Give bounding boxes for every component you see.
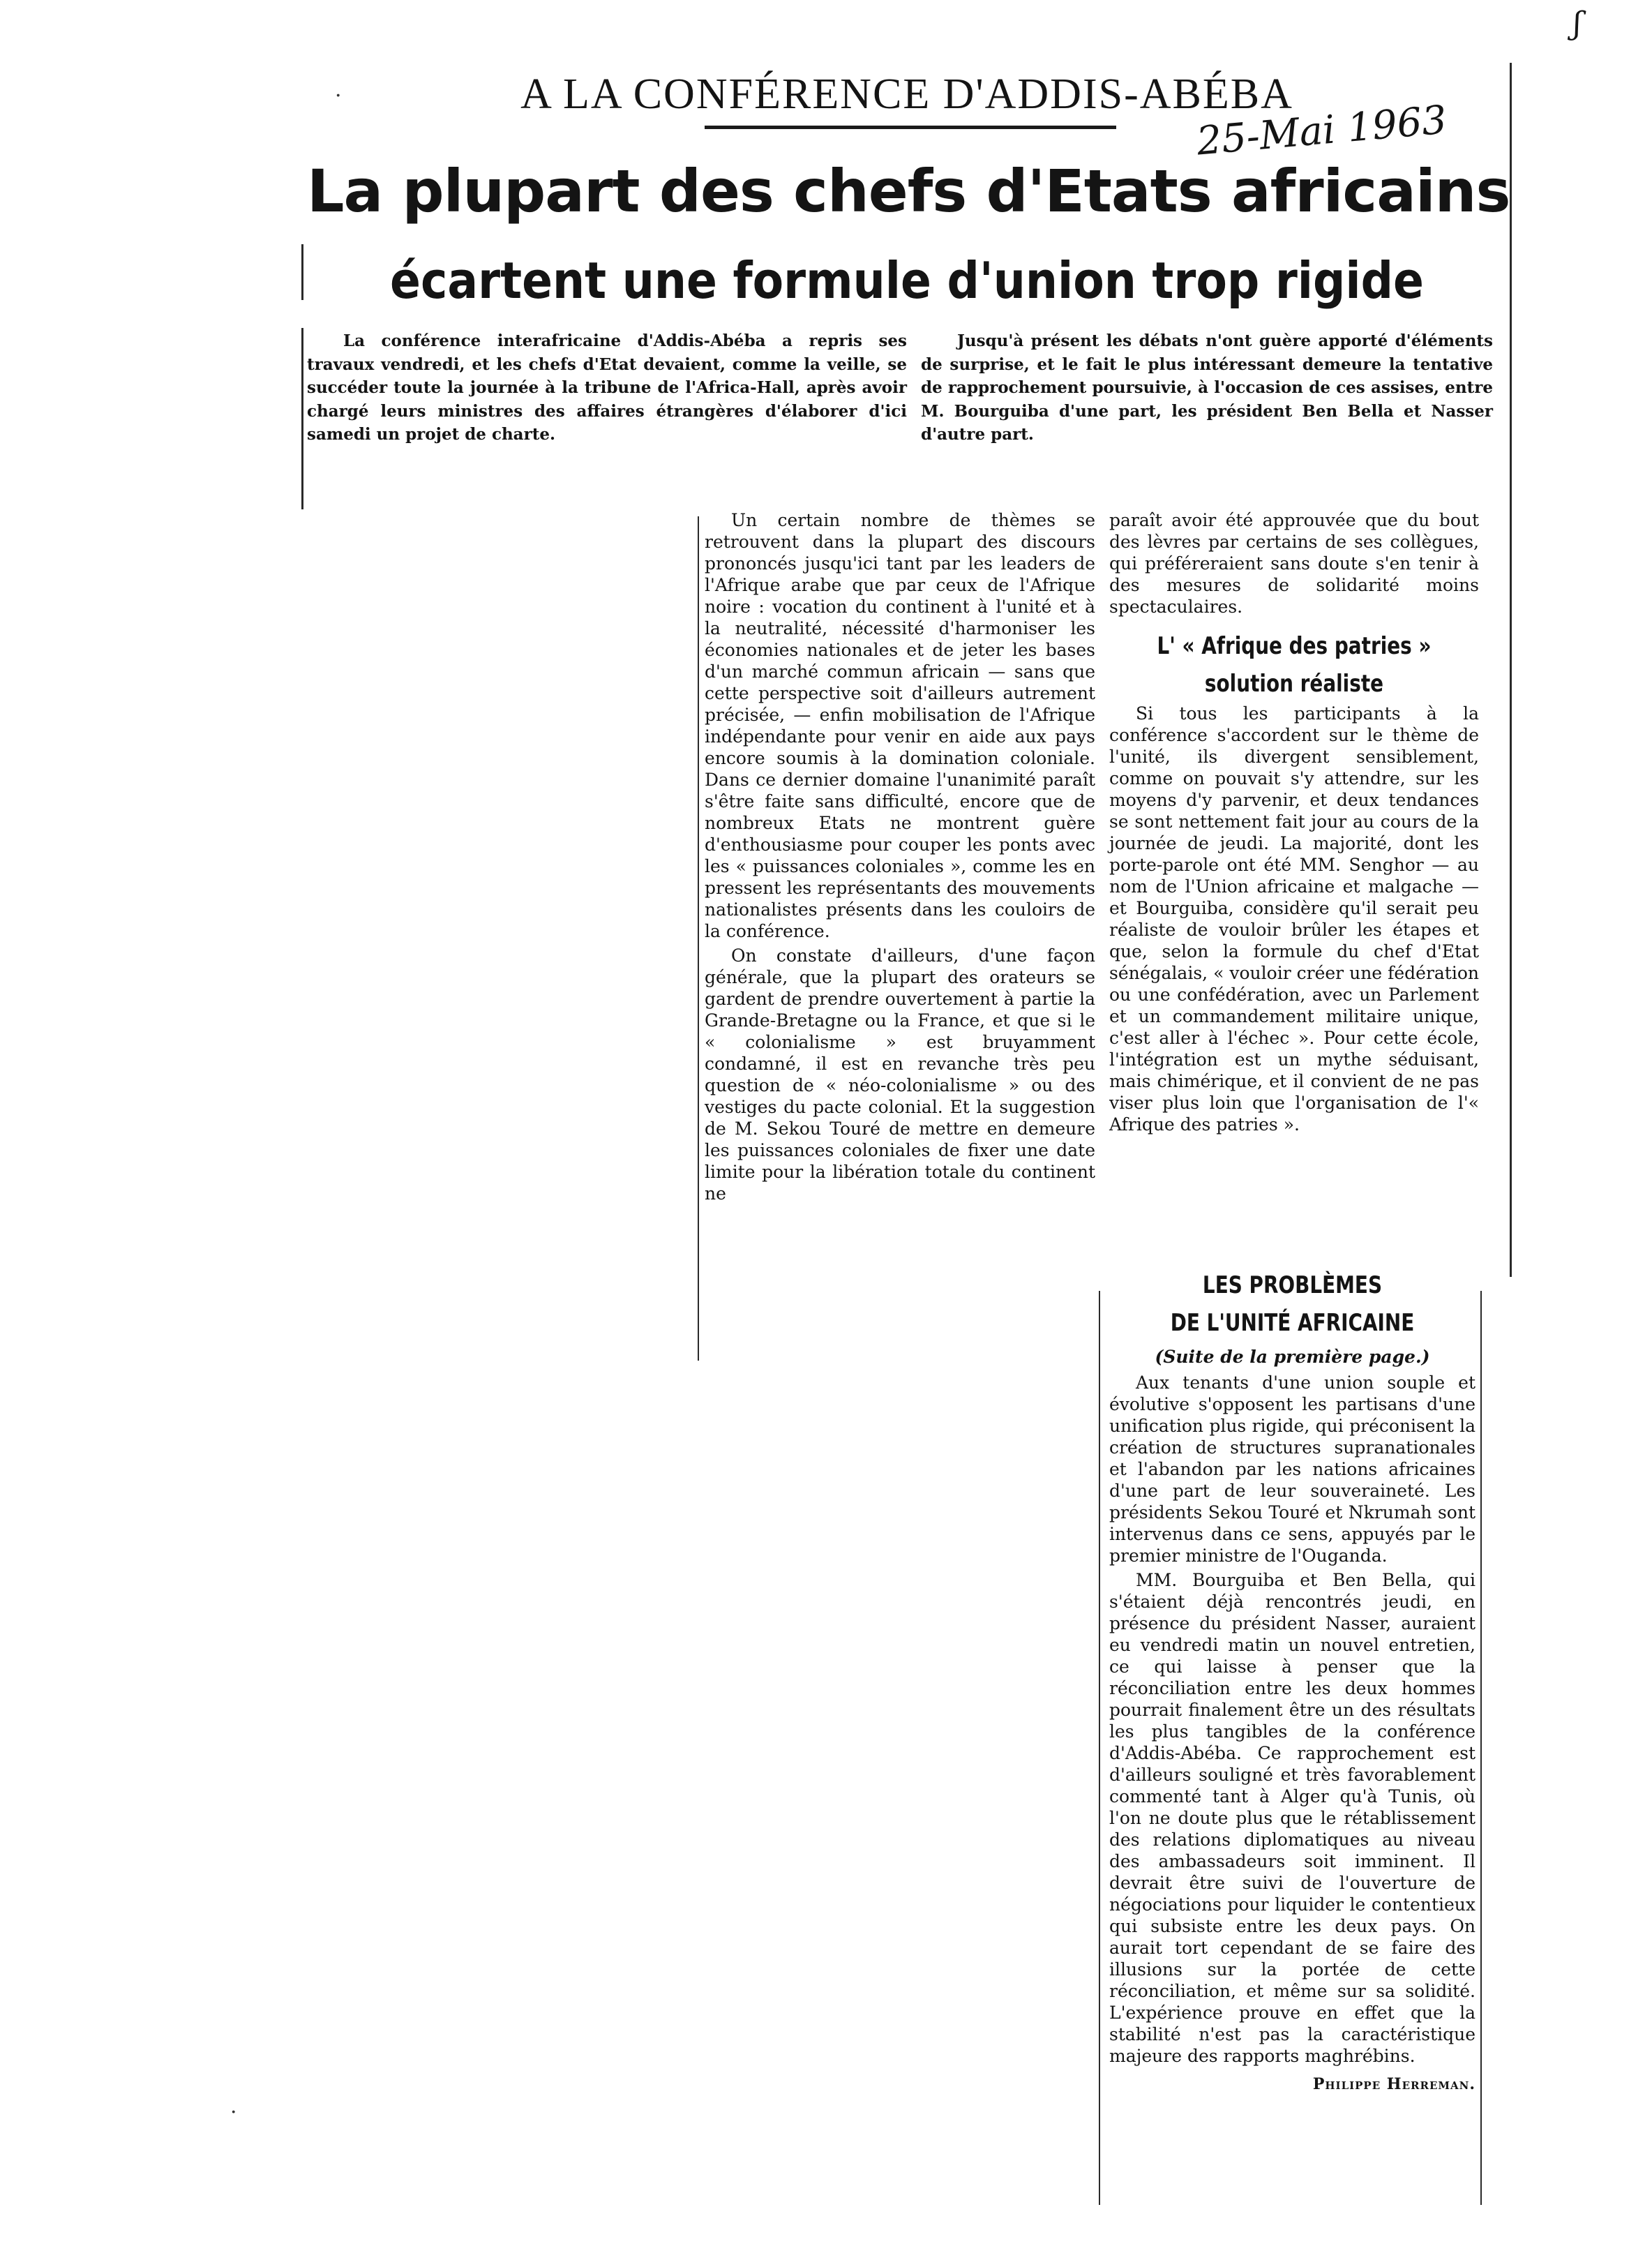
kicker-underline [705,126,1116,129]
paragraph: On constate d'ailleurs, d'une façon générale, que la plupart des orateurs se gardent de prendre ouvertement à partie la Grande-Bretagne ou la France, et que si le « colonialisme » est bruyamment condamné, il est en revanche très peu question de « néo-colonialisme » ou des vestiges du pacte colonial. Et la suggestion de M. Sekou Touré de mettre en demeure les puissances coloniales de fixer une date limite pour la libération totale du continent ne [705,945,1095,1204]
lead-left: La conférence interafricaine d'Addis-Abéba a repris ses travaux vendredi, et les chefs d'Etat devaient, comme la veille, se succéder toute la journée à la tribune de l'Africa-Hall, après avoir chargé leurs ministres des affaires étrangères d'élaborer d'ici samedi un projet de charte. [307,331,907,444]
frame-col1-left [698,516,699,1361]
frame-col2-right [1480,1291,1482,2205]
author-signature: Philippe Herreman. [1312,2075,1475,2093]
paragraph: paraît avoir été approuvée que du bout des lèvres par certains de ses collègues, qui préféreraient sans doute s'en tenir à des mesures de solidarité moins spectaculaires. [1109,510,1479,617]
subhead-problemes-unite [1142,1266,1443,1342]
paragraph: Aux tenants d'une union souple et évolutive s'opposent les partisans d'une unification plus rigide, qui préconisent la création de structures supranationales et l'abandon par les nations africaines d'une part de leur souveraineté. Les présidents Sekou Touré et Nkrumah sont intervenus dans ce sens, appuyés par le premier ministre de l'Ouganda. [1109,1372,1475,1566]
frame-left-lead [301,328,303,509]
continuation-note: (Suite de la première page.) [1155,1347,1430,1367]
paragraph: MM. Bourguiba et Ben Bella, qui s'étaient déjà rencontrés jeudi, en présence du président Nasser, auraient eu vendredi matin un nouvel entretien, ce qui laisse à penser que la réconciliation entre les deux hommes pourrait finalement être un des résultats les plus tangibles de la conférence d'Addis-Abéba. Ce rapprochement est d'ailleurs souligné et très favorablement commenté tant à Alger qu'à Tunis, où l'on ne doute plus que le rétablissement des relations diplomatiques au niveau des ambassadeurs soit imminent. Il devrait être suivi de l'ouverture de négociations pour liquider le contentieux qui subsiste entre les deux pays. On aurait tort cependant de se faire des illusions sur la portée de cette réconciliation, et même sur sa solidité. L'expérience prouve en effet que la stabilité n'est pas la caractéristique majeure des rapports maghrébins. [1109,1570,1475,2066]
subhead-afrique-des-patries [1143,627,1446,703]
frame-left-top [301,244,303,300]
subhead-line: L' « Afrique des patries » [1157,632,1432,660]
frame-right [1510,63,1512,1277]
subhead-line: solution réaliste [1204,670,1384,698]
scan-speck: · [230,2100,237,2125]
column-left [705,509,1095,1204]
paragraph: Un certain nombre de thèmes se retrouvent dans la plupart des discours prononcés jusqu'ici tant par les leaders de l'Afrique arabe que par ceux de l'Afrique noire : vocation du continent à l'unité et à la neutralité, nécessité d'harmoniser les économies nationales et de jeter les bases d'un marché commun africain — sans que cette perspective soit d'ailleurs autrement précisée, — enfin mobilisation de l'Afrique indépendante pour venir en aide aux pays encore soumis à la domination coloniale. Dans ce dernier domaine l'unanimité paraît s'être faite sans difficulté, encore que de nombreux Etats ne montrent guère d'enthousiasme pour couper les ponts avec les « puissances coloniales », comme les en pressent les représentants des mouvements nationalistes présents dans les couloirs de la conférence. [705,510,1095,941]
paragraph: Si tous les participants à la conférence s'accordent sur le thème de l'unité, ils divergent sensiblement, comme on pouvait s'y attendre, sur les moyens d'y parvenir, et deux tendances se sont nettement fait jour au cours de la journée de jeudi. La majorité, dont les porte-parole ont été MM. Senghor — au nom de l'Union africaine et malgache — et Bourguiba, considère qu'il serait peu réaliste de vouloir brûler les étapes et que, selon la formule du chef d'Etat sénégalais, « vouloir créer une fédération ou une confédération, avec un Parlement et un commandement militaire unique, c'est aller à l'échec ». Pour cette école, l'intégration est un mythe séduisant, mais chimérique, et il convient de ne pas viser plus loin que l'organisation de l'« Afrique des patries ». [1109,703,1479,1135]
lead-right: Jusqu'à présent les débats n'ont guère apporté d'éléments de surprise, et le fait le plus intéressant demeure la tentative de rapprochement poursuivie, à l'occasion de ces assises, entre M. Bourguiba d'une part, les président Ben Bella et Nasser d'autre part. [921,331,1493,444]
column-right [1109,509,1479,1135]
frame-col2-left [1099,1291,1100,2205]
corner-mark: ʃ [1573,6,1582,41]
subhead-line: DE L'UNITÉ AFRICAINE [1170,1309,1415,1337]
scan-speck: · [335,84,342,108]
subheadline: écartent une formule d'union trop rigide [390,251,1424,310]
subhead-line: LES PROBLÈMES [1202,1271,1383,1299]
handwritten-date: 25-Mai 1963 [1194,97,1449,165]
kicker-title: A LA CONFÉRENCE D'ADDIS-ABÉBA [520,70,1293,118]
continuation-box [1109,1266,1475,2095]
headline: La plupart des chefs d'Etats africains [307,157,1510,225]
